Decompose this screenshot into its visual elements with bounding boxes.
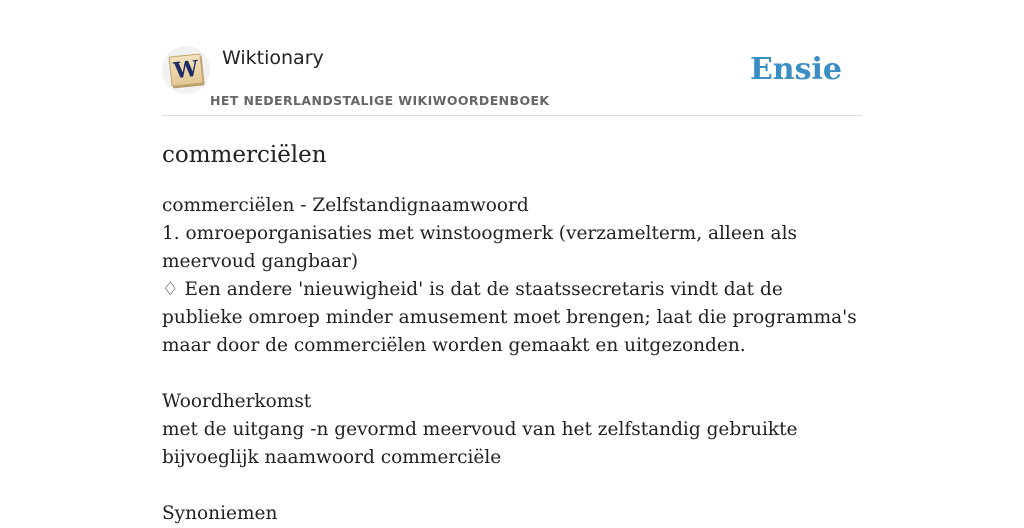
synonyms-heading: Synoniemen	[162, 503, 278, 524]
site-header	[162, 0, 862, 116]
logo-letter: W	[172, 55, 200, 85]
part-of-speech-line: commerciëlen - Zelfstandignaamwoord	[162, 195, 529, 216]
site-tagline: HET NEDERLANDSTALIGE WIKIWOORDENBOEK	[210, 93, 550, 108]
page	[162, 0, 862, 524]
entry-body	[162, 192, 862, 528]
spacer	[162, 360, 862, 388]
ensie-brand-link[interactable]: Ensie	[749, 52, 842, 87]
wiktionary-logo[interactable]	[162, 46, 210, 94]
etymology-text: met de uitgang -n gevormd meervoud van het zelfstandig gebruikte bijvoeglijk naamwoord commerciële	[162, 419, 798, 468]
example-sentence: ♢ Een andere 'nieuwigheid' is dat de staatssecretaris vindt dat de publieke omroep minder amusement moet brengen; laat die programma's maar door de commerciëlen worden gemaakt en uitgezonden.	[162, 279, 857, 356]
entry-title: commerciëlen	[162, 142, 327, 168]
definition: 1. omroeporganisaties met winstoogmerk (verzamelterm, alleen als meervoud gangbaar)	[162, 223, 797, 272]
spacer	[162, 472, 862, 500]
logo-tile-icon	[169, 53, 204, 86]
site-name[interactable]: Wiktionary	[222, 47, 324, 69]
etymology-heading: Woordherkomst	[162, 391, 312, 412]
